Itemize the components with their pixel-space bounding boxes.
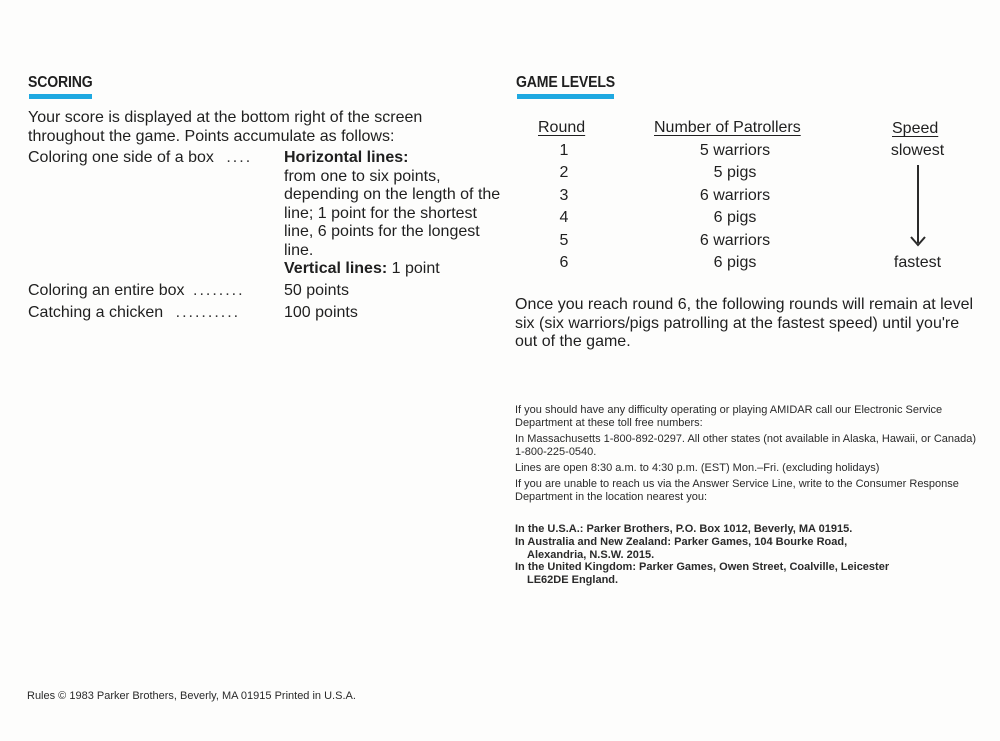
- horizontal-lines-text: from one to six points, depending on the length of the line; 1 point for the shortest line, 6 points for the longest line.: [284, 167, 501, 259]
- score-value: [284, 149, 504, 279]
- score-label: Coloring one side of a box: [28, 149, 214, 166]
- score-dots: ..........: [175, 304, 241, 321]
- round-cell: 6: [559, 254, 569, 271]
- arrow-down-icon: [909, 235, 927, 249]
- address-uk: [515, 561, 975, 586]
- service-paragraph-2: In Massachusetts 1-800-892-0297. All other states (not available in Alaska, Hawaii, or Canada) 1-800-225-0540.: [515, 433, 977, 458]
- patrollers-cell: 5 pigs: [713, 164, 757, 181]
- scoring-title-underline: [29, 94, 92, 99]
- score-row-side: [28, 149, 501, 277]
- round-cell: 2: [559, 164, 569, 181]
- round-cell: 4: [559, 209, 569, 226]
- service-paragraph-4: If you are unable to reach us via the Answer Service Line, write to the Consumer Response Department in the location nearest you:: [515, 478, 959, 503]
- score-value: 100 points: [284, 304, 358, 321]
- patrollers-header: Number of Patrollers: [654, 119, 801, 136]
- address-australia-line1: In Australia and New Zealand: Parker Games, 104 Bourke Road,: [515, 536, 848, 548]
- score-row-box: [28, 282, 349, 301]
- horizontal-lines-label: Horizontal lines:: [284, 149, 409, 166]
- patrollers-cell: 5 warriors: [699, 142, 771, 159]
- score-value: 50 points: [284, 282, 349, 299]
- footer-copyright: Rules © 1983 Parker Brothers, Beverly, MA 01915 Printed in U.S.A.: [27, 690, 356, 702]
- patrollers-cell: 6 pigs: [713, 254, 757, 271]
- speed-arrow-line: [917, 165, 919, 243]
- patrollers-cell: 6 warriors: [699, 187, 771, 204]
- address-australia-line2: Alexandria, N.S.W. 2015.: [527, 548, 655, 561]
- levels-title-underline: [517, 94, 614, 99]
- scoring-title: SCORING: [28, 74, 93, 91]
- vertical-lines-text: 1 point: [391, 260, 440, 277]
- service-paragraph-3: Lines are open 8:30 a.m. to 4:30 p.m. (EST) Mon.–Fri. (excluding holidays): [515, 462, 880, 474]
- score-dots: ....: [226, 149, 253, 166]
- speed-header: Speed: [892, 120, 939, 137]
- levels-note: Once you reach round 6, the following rounds will remain at level six (six warriors/pigs patrolling at the fastest speed) until you're out of the game.: [515, 296, 974, 350]
- address-usa: In the U.S.A.: Parker Brothers, P.O. Box 1012, Beverly, MA 01915.: [515, 523, 853, 535]
- patrollers-cell: 6 pigs: [713, 209, 757, 226]
- address-uk-line2: LE62DE England.: [527, 573, 619, 586]
- score-row-chicken: [28, 304, 358, 323]
- round-cell: 5: [559, 232, 569, 249]
- address-uk-line1: In the United Kingdom: Parker Games, Owen Street, Coalville, Leicester: [515, 561, 890, 573]
- round-cell: 1: [559, 142, 569, 159]
- speed-fastest: fastest: [893, 254, 942, 271]
- service-paragraph-1: If you should have any difficulty operating or playing AMIDAR call our Electronic Service Department at these toll free numbers:: [515, 404, 943, 429]
- round-header: Round: [538, 119, 586, 136]
- patrollers-cell: 6 warriors: [699, 232, 771, 249]
- speed-slowest: slowest: [890, 142, 945, 159]
- vertical-lines-label: Vertical lines:: [284, 260, 388, 277]
- score-label: Coloring an entire box: [28, 282, 185, 299]
- round-cell: 3: [559, 187, 569, 204]
- score-dots: ........: [193, 282, 245, 299]
- score-label: Catching a chicken: [28, 304, 164, 321]
- address-australia: [515, 536, 975, 561]
- scoring-intro: Your score is displayed at the bottom right of the screen throughout the game. Points accumulate as follows:: [28, 109, 423, 145]
- levels-title: GAME LEVELS: [516, 74, 615, 91]
